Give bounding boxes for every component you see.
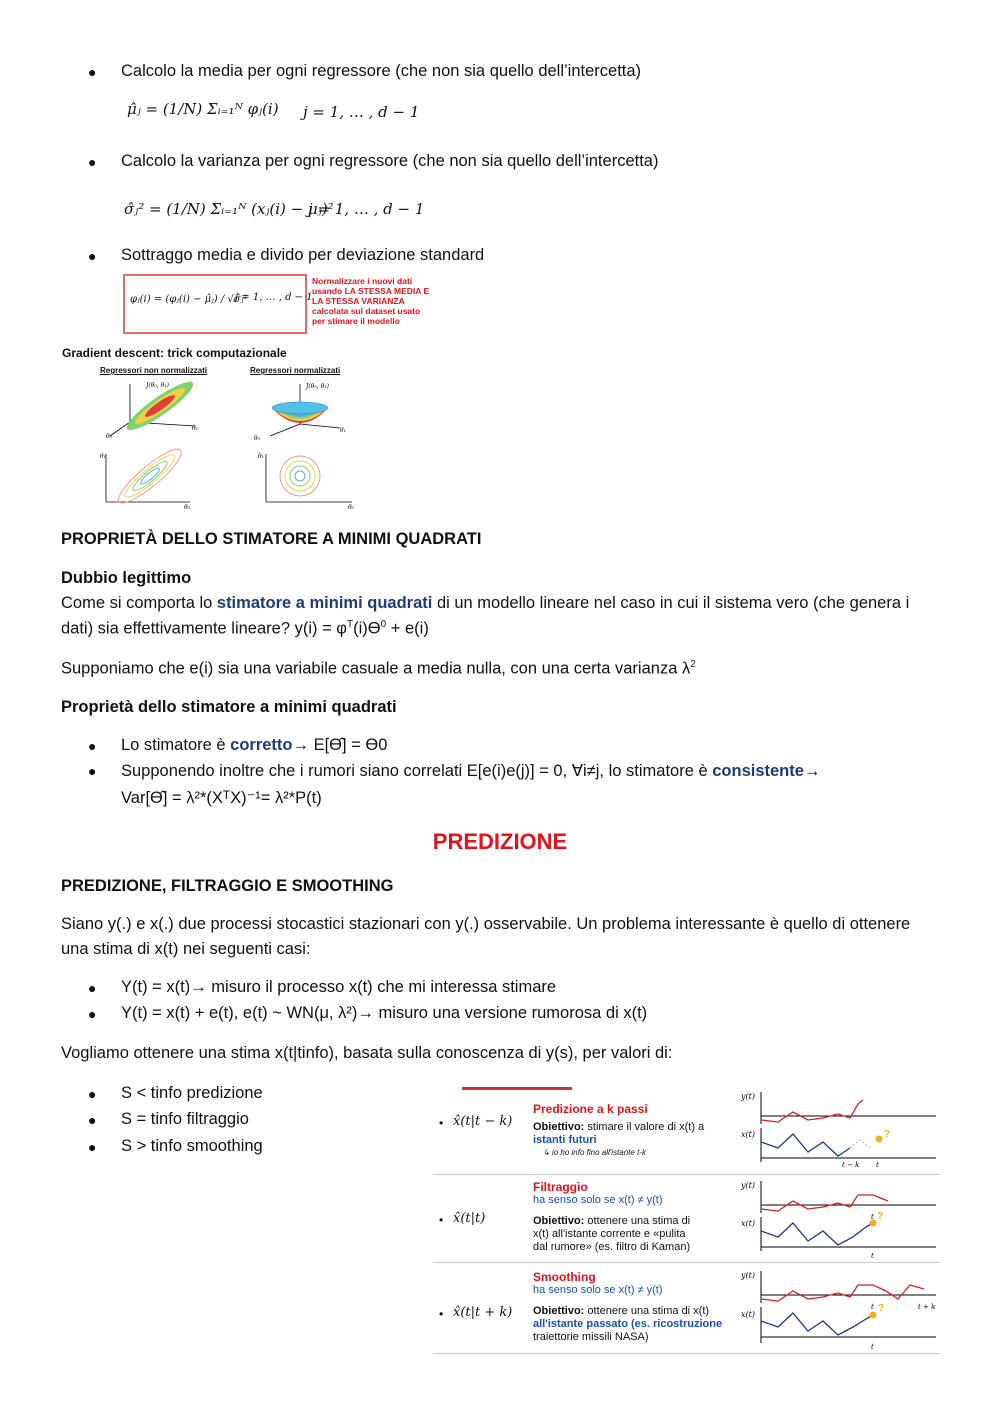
row-bullet: • [439,1307,444,1321]
bullet-dot: ● [88,1139,97,1155]
svg-text:t: t [871,1252,874,1260]
svg-text:x(t): x(t) [741,1130,755,1139]
row2-title: Filtraggio [533,1180,588,1194]
section1-b2-line2: Var[ϴ̂] = λ²*(XᵀX)⁻¹= λ²*P(t) [121,789,322,807]
section2-p1a: Siano y(.) e x(.) due processi stocastici stazionari con y(.) osservabile. Un problema interessante è quello di ottenere [61,915,911,933]
gd-right-contour [266,454,352,502]
norm-note: Normalizzare i nuovi dati usando LA STESSA MEDIA E LA STESSA VARIANZA calcolata sul dataset usato per stimare il modello [312,276,430,326]
gd-left-contour [106,443,190,510]
row3-subtitle: ha senso solo se x(t) ≠ y(t) [533,1284,663,1296]
gd-lc-t1: θ₁ [100,453,107,460]
var-range: j = 1, … , d − 1 [308,200,425,218]
mean-range: j = 1, … , d − 1 [303,103,420,121]
gd-left-label: Regressori non normalizzati [100,366,208,375]
row2-subtitle: ha senso solo se x(t) ≠ y(t) [533,1194,663,1206]
row2-plot [738,1175,938,1263]
gd-right-t0: θ₀ [254,435,261,442]
case-smoothing: S > tinfo smoothing [121,1137,263,1155]
table-row-prediction [433,1090,940,1174]
predizione-title: PREDIZIONE [432,829,568,854]
svg-text:?: ? [878,1303,885,1314]
section1-b2: Supponendo inoltre che i rumori siano correlati E[e(i)e(j)] = 0, ∀i≠j, lo stimatore è consistente→ [121,762,821,780]
section2-b2: Y(t) = x(t) + e(t), e(t) ~ WN(μ, λ²)→ misuro una versione rumorosa di x(t) [121,1004,648,1022]
svg-text:x(t): x(t) [741,1219,755,1228]
section1-p1: Come si comporta lo stimatore a minimi quadrati di un modello lineare nel caso in cui il sistema vero (che genera i [61,594,910,612]
case-filtering: S = tinfo filtraggio [121,1110,249,1128]
gd-lc-t0: θ₀ [184,504,191,511]
gd-rc-t0: θ₀ [348,504,355,511]
svg-text:t − k: t − k [842,1161,860,1169]
section2-p2: Vogliamo ottenere una stima x(t|tinfo), basata sulla conoscenza di y(s), per valori di: [61,1044,673,1062]
var-formula: σ̂ⱼ² = (1/N) Σᵢ₌₁ᴺ (xⱼ(i) − μⱼ)² [124,200,334,218]
gd-right-j: J(θ₀, θ₁) [306,383,329,390]
section1-sub1: Dubbio legittimo [61,569,192,587]
norm-formula: φⱼ(i) = (φⱼ(i) − μ̂ⱼ) / √σ̂ⱼ² [130,294,248,305]
section1-p1-line2: dati) sia effettivamente lineare? $y(i) = \varphi^T(i)ϴ^0 + e(i)$ [61,619,429,638]
row3-objective: Obiettivo: ottenere una stima di x(t) all'istante passato (es. ricostruzione traiettorie missili NASA) [533,1305,723,1343]
row-bullet: • [439,1116,444,1130]
svg-text:t: t [871,1343,874,1351]
row1-title: Predizione a k passi [533,1102,648,1116]
section1-sub2: Proprietà dello stimatore a minimi quadrati [61,698,397,716]
table-row-filtering [433,1174,940,1263]
gd-left-t0: θ₀ [106,433,113,440]
norm-range: j = 1, … , d − 1 [235,292,313,303]
bullet-dot: ● [88,980,97,996]
bullet-dot: ● [88,1006,97,1022]
case-prediction: S < tinfo predizione [121,1084,263,1102]
svg-text:t + k: t + k [918,1303,936,1311]
svg-text:y(t): y(t) [741,1092,755,1101]
row2-symbol: x̂(t|t) [453,1211,486,1226]
row2-objective: Obiettivo: ottenere una stima di x(t) all'istante corrente e «pulita dal rumore» (es. filtro di Kaman) [533,1215,691,1253]
row3-symbol: x̂(t|t + k) [453,1305,513,1320]
gd-rc-t1: θ₁ [258,453,265,460]
gd-left-j: J(θ₀, θ₁) [146,382,169,389]
bullet-dot: ● [88,64,97,80]
gd-figure [60,376,370,511]
row-bullet: • [439,1213,444,1227]
bullet-var-text: Calcolo la varianza per ogni regressore (che non sia quello dell’intercetta) [121,152,659,170]
row3-title: Smoothing [533,1270,596,1284]
bullet-dot: ● [88,1112,97,1128]
svg-text:?: ? [877,1211,884,1222]
section1-title: PROPRIETÀ DELLO STIMATORE A MINIMI QUADRATI [61,530,482,548]
gd-right-t1: θ₁ [340,427,347,434]
bullet-norm-text: Sottraggo media e divido per deviazione standard [121,246,485,264]
svg-text:?: ? [884,1129,891,1140]
bullet-dot: ● [88,154,97,170]
svg-text:y(t): y(t) [741,1181,755,1190]
svg-text:y(t): y(t) [741,1271,755,1280]
norm-formula-box [123,274,313,334]
section2-p1b: una stima di x(t) nei seguenti casi: [61,940,311,958]
row1-objective: Obiettivo: stimare il valore di x(t) a istanti futuri [533,1121,705,1146]
bullet-mean-text: Calcolo la media per ogni regressore (che non sia quello dell’intercetta) [121,62,642,80]
row1-symbol: x̂(t|t − k) [453,1114,513,1129]
bullet-dot: ● [88,763,97,779]
svg-text:t: t [871,1213,874,1221]
table-row-smoothing [433,1262,940,1354]
row3-plot [738,1263,938,1353]
section1-p2: Supponiamo che e(i) sia una variabile casuale a media nulla, con una certa varianza $\lambda^2$ [61,659,696,678]
gd-title: Gradient descent: trick computazionale [62,346,287,360]
bullet-dot: ● [88,1086,97,1102]
gd-right-label: Regressori normalizzati [250,366,341,375]
bullet-dot: ● [88,738,97,754]
svg-text:t: t [871,1303,874,1311]
section2-b1: Y(t) = x(t)→ misuro il processo x(t) che mi interessa stimare [121,978,557,996]
row1-plot [738,1090,938,1174]
row1-handnote: ↳ io ho info fino all'istante t-k [543,1148,646,1157]
gd-left-t1: θ₁ [192,425,199,432]
section2-title: PREDIZIONE, FILTRAGGIO E SMOOTHING [61,877,394,895]
svg-text:x(t): x(t) [741,1310,755,1319]
gd-right-surface [270,384,340,436]
svg-text:t: t [876,1161,879,1169]
mean-formula: μ̂ⱼ = (1/N) Σᵢ₌₁ᴺ φⱼ(i) [127,100,279,118]
section1-b1: Lo stimatore è corretto→ E[ϴ̂] = ϴ0 [121,736,388,754]
bullet-dot: ● [88,248,97,264]
